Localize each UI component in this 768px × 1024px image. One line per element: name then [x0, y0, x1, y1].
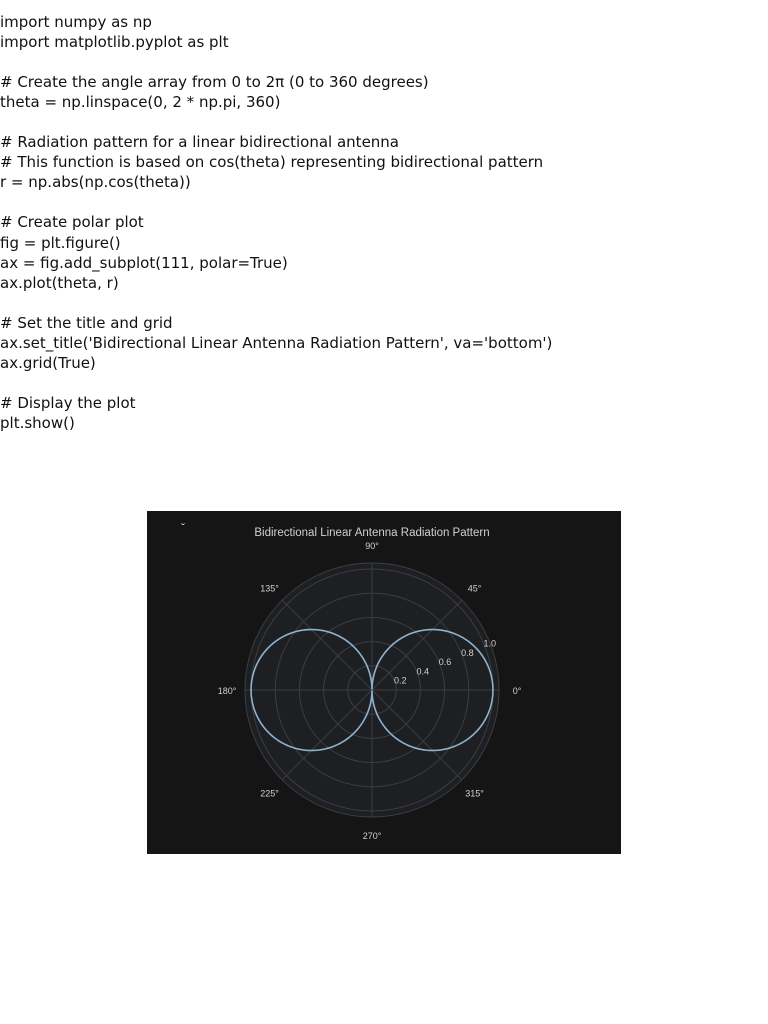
code-line: theta = np.linspace(0, 2 * np.pi, 360) [0, 93, 281, 112]
angle-tick-label: 180° [217, 686, 237, 696]
code-line: ax.grid(True) [0, 353, 96, 372]
angle-tick-label: 315° [465, 788, 484, 799]
code-line: # Create the angle array from 0 to 2π (0 to 360 degrees) [0, 73, 429, 92]
code-line [0, 192, 760, 212]
radial-tick-label: 1.0 [483, 638, 496, 649]
code-line [0, 373, 760, 393]
angle-tick-label: 0° [512, 686, 522, 696]
polar-plot [147, 511, 621, 854]
code-line: ax.plot(theta, r) [0, 273, 119, 292]
code-line: fig = plt.figure() [0, 233, 121, 252]
code-line: import numpy as np [0, 13, 152, 31]
code-line: ax = fig.add_subplot(111, polar=True) [0, 253, 288, 272]
radial-tick-label: 0.4 [416, 666, 429, 677]
code-line: # Display the plot [0, 393, 136, 412]
chevron-down-icon[interactable]: ˇ [181, 521, 185, 535]
radial-tick-label: 0.8 [461, 648, 474, 658]
radial-tick-label: 0.2 [394, 675, 407, 686]
code-line: # Radiation pattern for a linear bidirectional antenna [0, 133, 400, 152]
code-line [0, 52, 760, 72]
radial-tick-label: 0.6 [438, 657, 452, 668]
code-line: # This function is based on cos(theta) representing bidirectional pattern [0, 153, 544, 172]
code-line: plt.show() [0, 413, 75, 432]
angle-tick-label: 45° [467, 583, 482, 594]
code-line: r = np.abs(np.cos(theta)) [0, 173, 191, 192]
angle-tick-label: 135° [260, 583, 279, 594]
code-block [0, 12, 760, 433]
code-line [0, 293, 760, 313]
plot-figure [147, 511, 621, 854]
code-line: # Set the title and grid [0, 313, 173, 332]
code-line: # Create polar plot [0, 213, 144, 232]
chart-title: Bidirectional Linear Antenna Radiation Pattern [254, 527, 490, 539]
angle-tick-label: 225° [260, 788, 279, 799]
code-line: import matplotlib.pyplot as plt [0, 33, 229, 52]
angle-tick-label: 270° [362, 831, 382, 841]
code-line [0, 112, 760, 132]
code-line: ax.set_title('Bidirectional Linear Antenna Radiation Pattern', va='bottom') [0, 333, 553, 352]
angle-tick-label: 90° [365, 541, 379, 551]
